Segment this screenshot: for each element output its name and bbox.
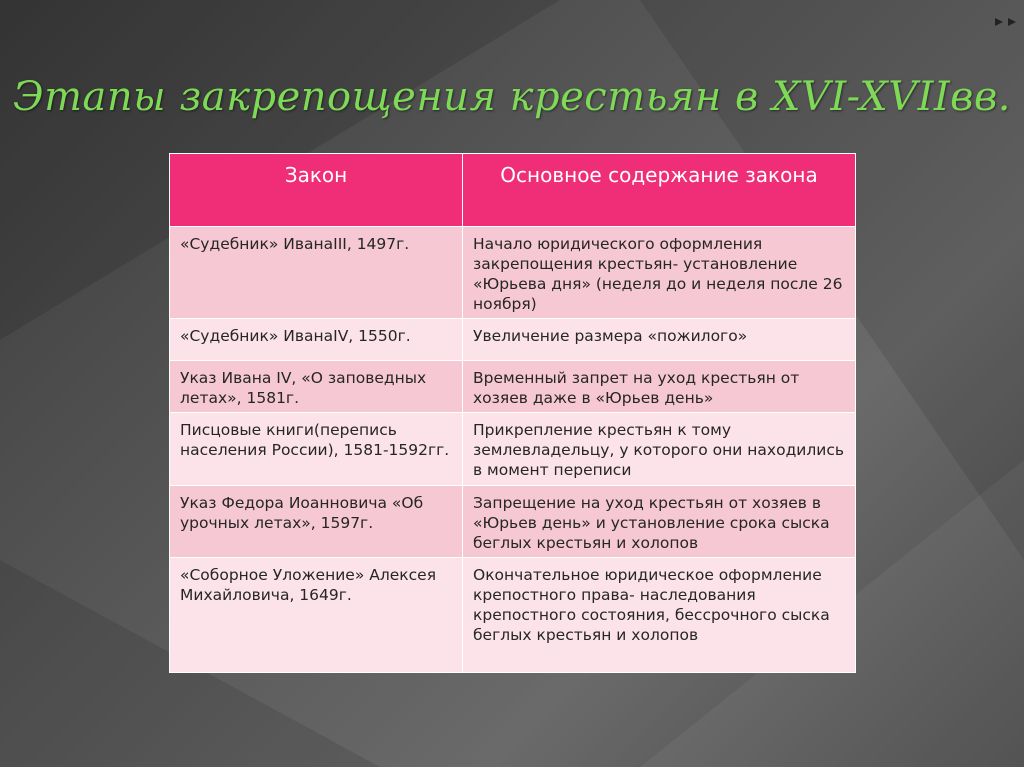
law-cell: Указ Федора Иоанновича «Об урочных летах», 1597г. [170,486,463,558]
law-cell: Указ Ивана IV, «О заповедных летах», 1581г. [170,361,463,413]
content-cell: Окончательное юридическое оформление крепостного права- наследования крепостного состояния, бессрочного сыска беглых крестьян и холопов [463,558,856,673]
header-content: Основное содержание закона [463,154,856,227]
law-cell: «Судебник» ИванаIII, 1497г. [170,227,463,319]
law-cell: «Судебник» ИванаIV, 1550г. [170,319,463,361]
content-cell: Временный запрет на уход крестьян от хозяев даже в «Юрьев день» [463,361,856,413]
content-cell: Начало юридического оформления закрепощения крестьян- установление «Юрьева дня» (неделя до и неделя после 26 ноября) [463,227,856,319]
corner-arrow-icon [1008,18,1016,26]
content-cell: Прикрепление крестьян к тому землевладельцу, у которого они находились в момент переписи [463,413,856,486]
laws-table [169,153,856,673]
law-cell: Писцовые книги(перепись населения России), 1581-1592гг. [170,413,463,486]
table-row [170,227,856,319]
table-row [170,319,856,361]
law-cell: «Соборное Уложение» Алексея Михайловича, 1649г. [170,558,463,673]
table-row [170,413,856,486]
table-row [170,361,856,413]
header-law: Закон [170,154,463,227]
table-row [170,486,856,558]
slide-title: Этапы закрепощения крестьян в XVI-XVIIвв. [13,74,1011,120]
table-header-row [170,154,856,227]
content-cell: Увеличение размера «пожилого» [463,319,856,361]
content-cell: Запрещение на уход крестьян от хозяев в «Юрьев день» и установление срока сыска беглых крестьян и холопов [463,486,856,558]
table-row [170,558,856,673]
